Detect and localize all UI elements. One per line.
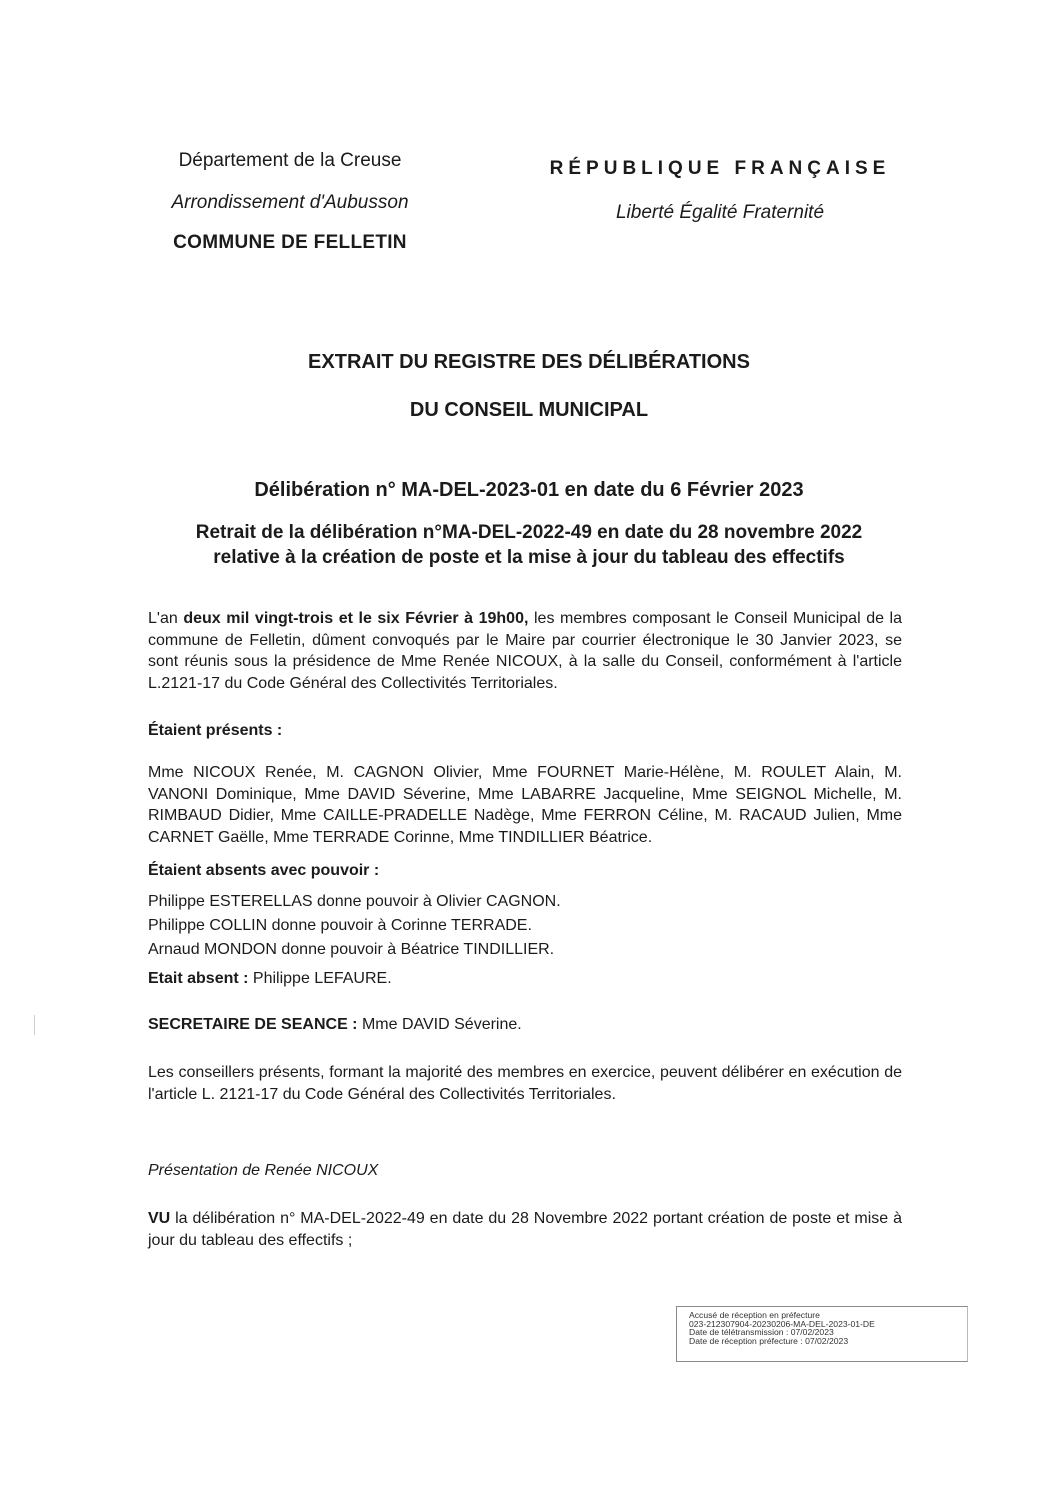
absent-value: Philippe LEFAURE. [248,970,392,987]
devise: Liberté Égalité Fraternité [615,202,825,223]
departement: Département de la Creuse [178,150,402,171]
quorum-paragraph: Les conseillers présents, formant la majorité des membres en exercice, peuvent délibérer en exécution de l'article L. 2121-17 du Code Général des Collectivités Territoriales. [148,1064,902,1103]
list-item: Philippe ESTERELLAS donne pouvoir à Olivier CAGNON. [148,893,561,910]
stamp-line: Date de réception préfecture : 07/02/2023 [689,1335,849,1346]
secretaire-label: SECRETAIRE DE SEANCE : [148,1016,358,1033]
scan-artifact [34,1015,35,1035]
commune: COMMUNE DE FELLETIN [173,232,407,253]
presents-list: Mme NICOUX Renée, M. CAGNON Olivier, Mme FOURNET Marie-Hélène, M. ROULET Alain, M. VANONI Dominique, Mme DAVID Séverine, Mme LABARRE Jacqueline, Mme SEIGNOL Michelle, M. RIMBAUD Didier, Mme CAILLE-PRADELLE Nadège, Mme FERRON Céline, M. RACAUD Julien, Mme CARNET Gaëlle, Mme TERRADE Corinne, Mme TINDILLIER Béatrice. [148,764,902,846]
header-left [140,148,440,254]
secretaire-value: Mme DAVID Séverine. [357,1016,522,1033]
intro-paragraph [148,608,902,694]
stamp-line: Date de télétransmission : 07/02/2023 [689,1327,834,1338]
secretaire-line [148,1014,902,1036]
vu-text: la délibération n° MA-DEL-2022-49 en date du 28 Novembre 2022 portant création de poste et mise à jour du tableau des effectifs ; [148,1210,902,1249]
absents-pouvoir-heading: Étaient absents avec pouvoir : [148,862,380,879]
deliberation-number: Délibération n° MA-DEL-2023-01 en date du 6 Février 2023 [254,479,804,501]
intro-rest: les membres composant le Conseil Municipal de la commune de Felletin, dûment convoqués par le Maire par courrier électronique le 30 Janvier 2023, se sont réunis sous la présidence de Mme Renée NICOUX, à la salle du Conseil, conformément à l'article L.2121-17 du Code Général des Collectivités Territoriales. [148,610,903,692]
presents-heading: Étaient présents : [148,722,283,739]
absents-pouvoir-list [148,890,902,962]
intro-lead: L'an [148,610,184,627]
list-item: Arnaud MONDON donne pouvoir à Béatrice TINDILLIER. [148,941,555,958]
absent-line [148,968,902,990]
document-title-line1: EXTRAIT DU REGISTRE DES DÉLIBÉRATIONS [308,351,750,373]
object-line1: Retrait de la délibération n°MA-DEL-2022-49 en date du 28 novembre 2022 [195,522,863,543]
object-line2: relative à la création de poste et la mise à jour du tableau des effectifs [213,547,845,568]
presentation-line: Présentation de Renée NICOUX [148,1162,379,1179]
vu-paragraph [148,1208,902,1251]
republique-francaise: RÉPUBLIQUE FRANÇAISE [549,158,891,179]
stamp-line: 023-212307904-20230206-MA-DEL-2023-01-DE [689,1318,875,1329]
stamp-line: Accusé de réception en préfecture [689,1310,820,1320]
vu-label: VU [148,1210,171,1227]
header-right [500,158,940,224]
list-item: Philippe COLLIN donne pouvoir à Corinne TERRADE. [148,917,532,934]
prefecture-receipt-stamp [676,1306,968,1362]
deliberation-object [100,520,958,570]
absent-label: Etait absent : [148,970,249,987]
intro-date: deux mil vingt-trois et le six Février à 19h00, [183,610,529,627]
document-title-line2: DU CONSEIL MUNICIPAL [409,399,649,421]
arrondissement: Arrondissement d'Aubusson [171,192,409,213]
